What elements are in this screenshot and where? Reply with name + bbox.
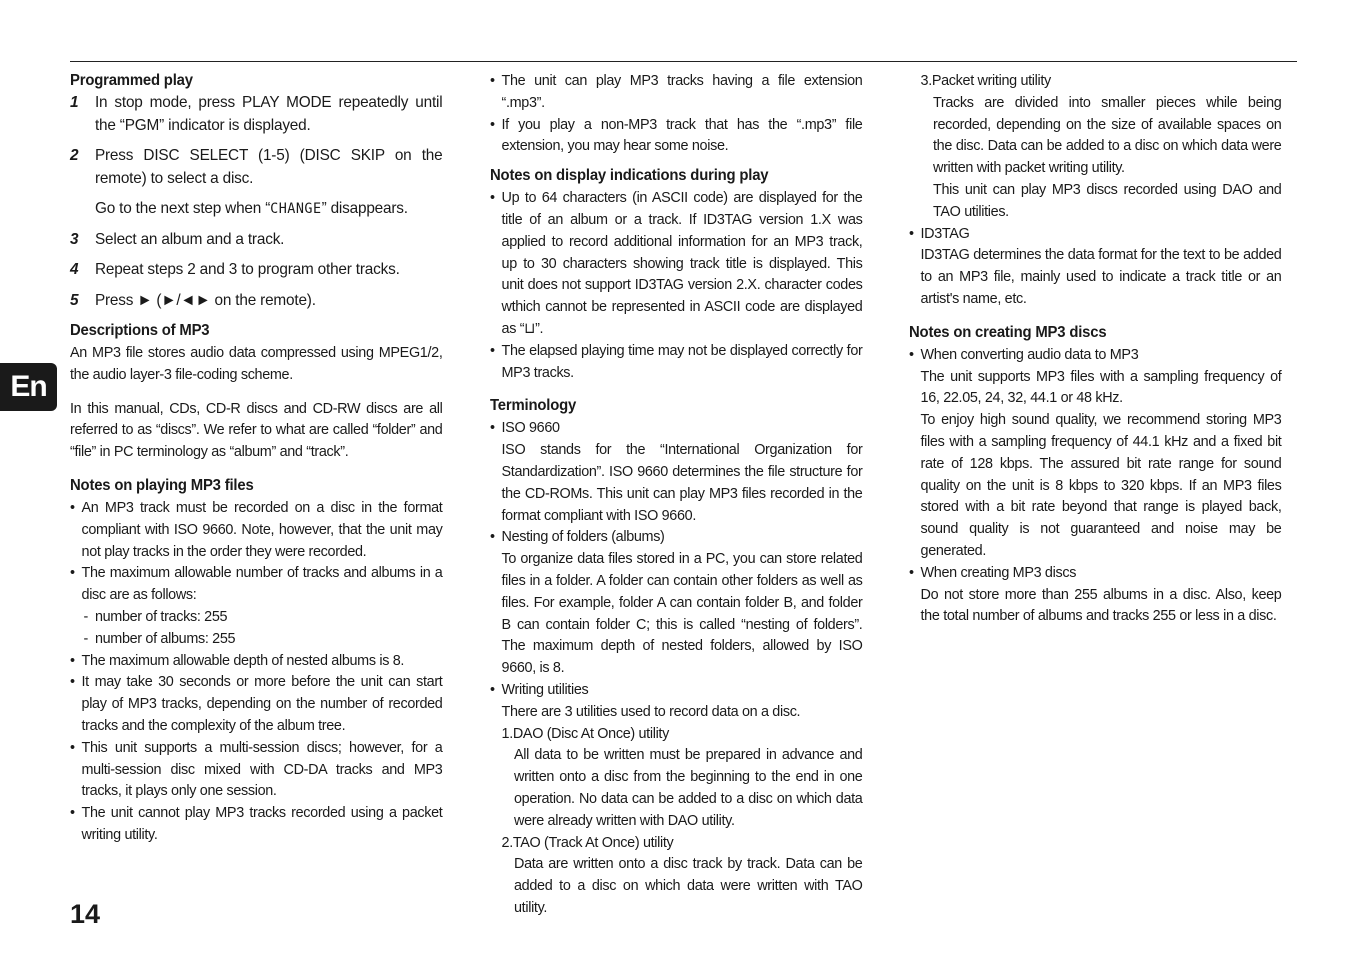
lcd-change-indicator: CHANGE (270, 201, 322, 217)
note-text: Go to the next step when “ (94, 200, 271, 217)
descriptions-heading: Descriptions of MP3 (70, 322, 210, 339)
bullet-item: • If you play a non-MP3 track that has the “.mp3” file extension, you may hear some noise. (490, 115, 863, 155)
bullet-item: • It may take 30 seconds or more before the unit can start play of MP3 tracks, depending on the number of recorded tracks and the complexity of the album tree. (70, 673, 443, 734)
term-item: • ID3TAG (909, 224, 970, 242)
column-3 (909, 70, 1281, 627)
display-notes-heading: Notes on display indications during play (490, 167, 769, 185)
step-text: Press ► (►/◄► on the remote). (94, 291, 316, 309)
subterm-text: Data are written onto a disc track by track. Data can be added to a disc on which data were written with TAO utility. (514, 855, 863, 916)
subterm-text: All data to be written must be prepared in advance and written onto a disc from the beginning to the end in one operation. No data can be added to a disc on which data were already written with DAO utility. (514, 746, 863, 829)
blank-char-icon: ⊔ (524, 319, 536, 337)
terminology-heading: Terminology (490, 397, 577, 415)
subterm-text: Tracks are divided into smaller pieces while being recorded, depending on the size of available spaces on the disc. Data can be added to a disc on which data were written with packet writing utility. (933, 93, 1282, 177)
bullet-item: • When creating MP3 discs (909, 563, 1077, 581)
step-number: 2 (70, 147, 79, 164)
creating-notes-heading: Notes on creating MP3 discs (909, 323, 1107, 341)
subterm-title: 3.Packet writing utility (920, 72, 1051, 89)
step-text: Select an album and a track. (94, 230, 285, 248)
bullet-item: • The maximum allowable number of tracks and albums in a disc are as follows: (70, 564, 443, 604)
term-item: • Nesting of folders (albums) (490, 528, 665, 546)
subterm-text: This unit can play MP3 discs recorded using DAO and TAO utilities. (933, 180, 1282, 220)
note-text: ” disappears. (321, 200, 408, 217)
bullet-item: • The unit cannot play MP3 tracks recorded using a packet writing utility. (70, 804, 443, 843)
step-2-note (70, 198, 442, 221)
bullet-item: • The unit can play MP3 tracks having a file extension “.mp3”. (490, 72, 863, 111)
step-4 (70, 259, 442, 282)
column-1 (70, 70, 442, 846)
step-text: Press DISC SELECT (1-5) (DISC SKIP on the remote) to select a disc. (94, 147, 443, 187)
step-2 (70, 145, 442, 190)
header-rule (70, 61, 1297, 62)
step-text: In stop mode, press PLAY MODE repeatedly until the “PGM” indicator is displayed. (94, 94, 443, 134)
dash-item: - number of tracks: 255 (83, 607, 228, 625)
step-number: 4 (70, 261, 79, 278)
step-number: 1 (70, 94, 79, 111)
bullet-item: • The maximum allowable depth of nested albums is 8. (70, 651, 405, 669)
term-text: ID3TAG determines the data format for the text to be added to an MP3 file, mainly used to indicate a track title or an artist's name, etc. (920, 246, 1282, 307)
language-tab: En (0, 363, 57, 411)
dash-item: - number of albums: 255 (83, 629, 236, 647)
subterm-title: 2.TAO (Track At Once) utility (501, 833, 674, 851)
bullet-item: • Up to 64 characters (in ASCII code) are displayed for the title of an album or a track. If ID3TAG version 1.X was applied to record additional information for an MP3 track, up to 30 characters showing track title is displayed. This unit does not support ID3TAG version 2.X. character codes wthich cannot be represented in ASCII code are displayed as “⊔”. (490, 189, 863, 337)
term-text: ISO stands for the “International Organization for Standardization”. ISO 9660 determines the file structure for the CD-ROMs. This unit can play MP3 files recorded in the format compliant with ISO 9660. (501, 441, 863, 524)
column-2 (490, 70, 862, 919)
step-text: Repeat steps 2 and 3 to program other tracks. (94, 261, 400, 278)
bullet-text: The unit supports MP3 files with a sampling frequency of 16, 22.05, 24, 32, 44.1 or 48 kHz. (920, 367, 1282, 407)
notes-playing-heading: Notes on playing MP3 files (70, 476, 254, 494)
term-text: There are 3 utilities used to record data on a disc. (501, 702, 801, 720)
term-text: To organize data files stored in a PC, you can store related files in a folder. A folder can contain other folders as well as files. For example, folder A can contain folder B, and folder B can contain folder C; this is called “nesting of folders”. The maximum depth of nested folders, allowed by ISO 9660, is 8. (501, 550, 863, 677)
programmed-play-heading: Programmed play (70, 72, 193, 89)
step-3 (70, 229, 442, 252)
term-item: • ISO 9660 (490, 419, 560, 437)
paragraph: In this manual, CDs, CD-R discs and CD-RW discs are all referred to as “discs”. We refer to what are called “folder” and “file” in PC terminology as “album” and “track”. (70, 399, 443, 461)
step-5 (70, 290, 442, 313)
paragraph: An MP3 file stores audio data compressed using MPEG1/2, the audio layer-3 file-coding scheme. (70, 344, 443, 383)
bullet-text: To enjoy high sound quality, we recommend storing MP3 files with a sampling frequency of 44.1 kHz and a fixed bit rate of 128 kbps. The assured bit rate range for sound quality on the unit is 8 kbps to 320 kbps. If an MP3 files stored with a bit rate beyond that range is played back, sound quality is not guaranteed and noise may be generated. (920, 411, 1282, 559)
bullet-text: Do not store more than 255 albums in a disc. Also, keep the total number of albums and tracks 255 or less in a disc. (920, 585, 1282, 625)
bullet-item: • An MP3 track must be recorded on a disc in the format compliant with ISO 9660. Note, however, that the unit may not play tracks in the order they were recorded. (70, 498, 443, 560)
bullet-item: • This unit supports a multi-session discs; however, for a multi-session disc mixed with CD-DA tracks and MP3 tracks, it plays only one session. (70, 738, 443, 800)
subterm-title: 1.DAO (Disc At Once) utility (501, 724, 669, 742)
step-number: 5 (70, 291, 79, 309)
step-number: 3 (70, 230, 79, 248)
step-1 (70, 92, 442, 137)
bullet-item: • The elapsed playing time may not be displayed correctly for MP3 tracks. (490, 341, 863, 381)
term-item: • Writing utilities (490, 680, 589, 698)
page-number: 14 (70, 899, 101, 929)
bullet-item: • When converting audio data to MP3 (909, 345, 1139, 363)
